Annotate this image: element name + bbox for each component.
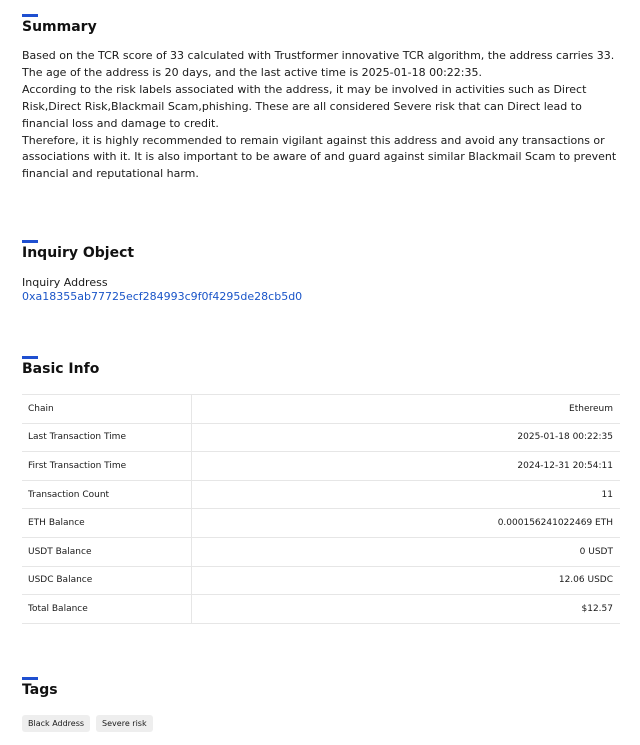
row-label: Total Balance	[22, 595, 191, 624]
summary-section	[22, 14, 620, 183]
row-label: Chain	[22, 395, 191, 424]
tag-chip: Black Address	[22, 715, 90, 732]
summary-paragraph: According to the risk labels associated with the address, it may be involved in activities such as Direct Risk,Direct Risk,Blackmail Scam,phishing. These are all considered Severe risk that can Direct lead to financial loss and damage to credit.	[22, 82, 587, 130]
tags-section	[22, 677, 620, 732]
row-label: First Transaction Time	[22, 452, 191, 481]
table-row	[22, 452, 620, 481]
row-value: 0 USDT	[191, 537, 620, 566]
tag-chip: Severe risk	[96, 715, 153, 732]
row-label: Last Transaction Time	[22, 423, 191, 452]
section-accent-bar	[22, 677, 38, 680]
table-row	[22, 537, 620, 566]
row-value: 11	[191, 480, 620, 509]
row-value: 2024-12-31 20:54:11	[191, 452, 620, 481]
table-row	[22, 480, 620, 509]
basic-info-title: Basic Info	[22, 361, 100, 377]
summary-paragraph: Therefore, it is highly recommended to remain vigilant against this address and avoid any transactions or associations with it. It is also important to be aware of and guard against similar Blackmail Scam to prevent financial and reputational harm.	[22, 133, 617, 181]
summary-title: Summary	[22, 19, 97, 35]
section-accent-bar	[22, 240, 38, 243]
row-label: USDC Balance	[22, 566, 191, 595]
table-row	[22, 566, 620, 595]
basic-info-section	[22, 356, 620, 624]
row-label: USDT Balance	[22, 537, 191, 566]
summary-paragraph: Based on the TCR score of 33 calculated with Trustformer innovative TCR algorithm, the address carries 33. The age of the address is 20 days, and the last active time is 2025-01-18 00:22:35.	[22, 49, 615, 79]
row-value: $12.57	[191, 595, 620, 624]
inquiry-title: Inquiry Object	[22, 245, 135, 261]
section-accent-bar	[22, 14, 38, 17]
row-value: 12.06 USDC	[191, 566, 620, 595]
row-value: 2025-01-18 00:22:35	[191, 423, 620, 452]
basic-info-table	[22, 394, 620, 624]
table-row	[22, 423, 620, 452]
inquiry-address-link[interactable]: 0xa18355ab77725ecf284993c9f0f4295de28cb5d0	[22, 290, 303, 303]
row-label: Transaction Count	[22, 480, 191, 509]
row-value: Ethereum	[191, 395, 620, 424]
row-label: ETH Balance	[22, 509, 191, 538]
table-row	[22, 595, 620, 624]
summary-text	[22, 48, 620, 183]
row-value: 0.000156241022469 ETH	[191, 509, 620, 538]
table-row	[22, 395, 620, 424]
tags-list	[22, 715, 620, 732]
tags-title: Tags	[22, 682, 58, 698]
inquiry-address-label: Inquiry Address	[22, 276, 108, 289]
inquiry-section	[22, 240, 620, 304]
section-accent-bar	[22, 356, 38, 359]
table-row	[22, 509, 620, 538]
